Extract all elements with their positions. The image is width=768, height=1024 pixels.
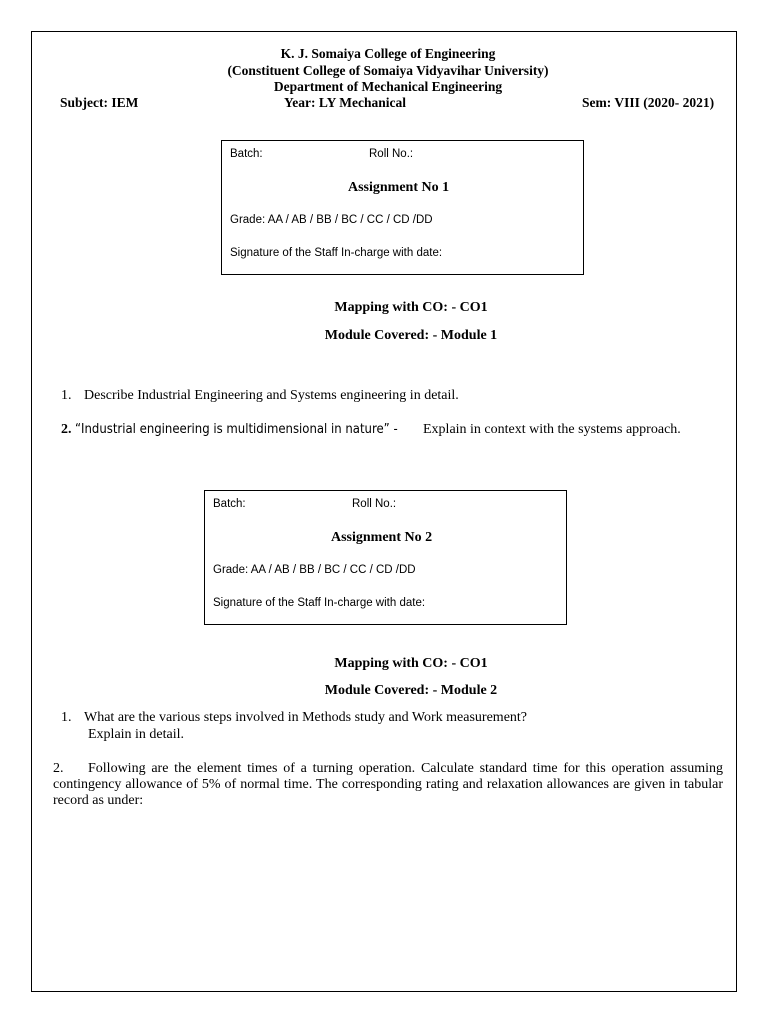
co-mapping: Mapping with CO: - CO1: [334, 656, 488, 671]
college-name: K. J. Somaiya College of Engineering: [280, 46, 496, 61]
constituent-line: (Constituent College of Somaiya Vidyavihar University): [227, 63, 549, 78]
question-number: 2.: [53, 761, 64, 776]
batch-label: Batch:: [230, 148, 263, 160]
question-text: What are the various steps involved in Methods study and Work measurement?: [84, 710, 528, 725]
question-text: Describe Industrial Engineering and Systems engineering in detail.: [84, 388, 459, 403]
assignment-title: Assignment No 2: [331, 530, 433, 545]
year-label: Year: LY Mechanical: [284, 95, 406, 110]
batch-label: Batch:: [213, 498, 246, 510]
co-mapping: Mapping with CO: - CO1: [334, 300, 488, 315]
question-text-continued: Explain in detail.: [88, 727, 185, 742]
question-number: 2.: [61, 422, 72, 437]
question-text: Following are the element times of a turning operation. Calculate standard time for this operation assuming contingency allowance of 5% of normal time. The corresponding rating and relaxation allowances are given in tabular record as under:: [53, 761, 723, 808]
grade-line: Grade: AA / AB / BB / BC / CC / CD /DD: [230, 214, 433, 226]
question-number: 1.: [61, 388, 72, 403]
assignment-box-1: [221, 140, 584, 275]
sem-label: Sem: VIII (2020- 2021): [582, 95, 715, 110]
signature-line: Signature of the Staff In-charge with date:: [230, 247, 443, 259]
signature-line: Signature of the Staff In-charge with date:: [213, 597, 426, 609]
roll-no-label: Roll No.:: [369, 148, 414, 160]
module-covered: Module Covered: - Module 2: [324, 683, 498, 698]
subject-label: Subject: IEM: [60, 95, 139, 110]
assignment-title: Assignment No 1: [348, 180, 450, 195]
department-name: Department of Mechanical Engineering: [273, 79, 503, 94]
grade-line: Grade: AA / AB / BB / BC / CC / CD /DD: [213, 564, 416, 576]
assignment-box-2: [204, 490, 567, 625]
roll-no-label: Roll No.:: [352, 498, 397, 510]
question-number: 1.: [61, 710, 72, 725]
module-covered: Module Covered: - Module 1: [324, 328, 498, 343]
question-text: Explain in context with the systems approach.: [423, 422, 681, 437]
question-quote: “Industrial engineering is multidimensional in nature” -: [75, 422, 398, 437]
